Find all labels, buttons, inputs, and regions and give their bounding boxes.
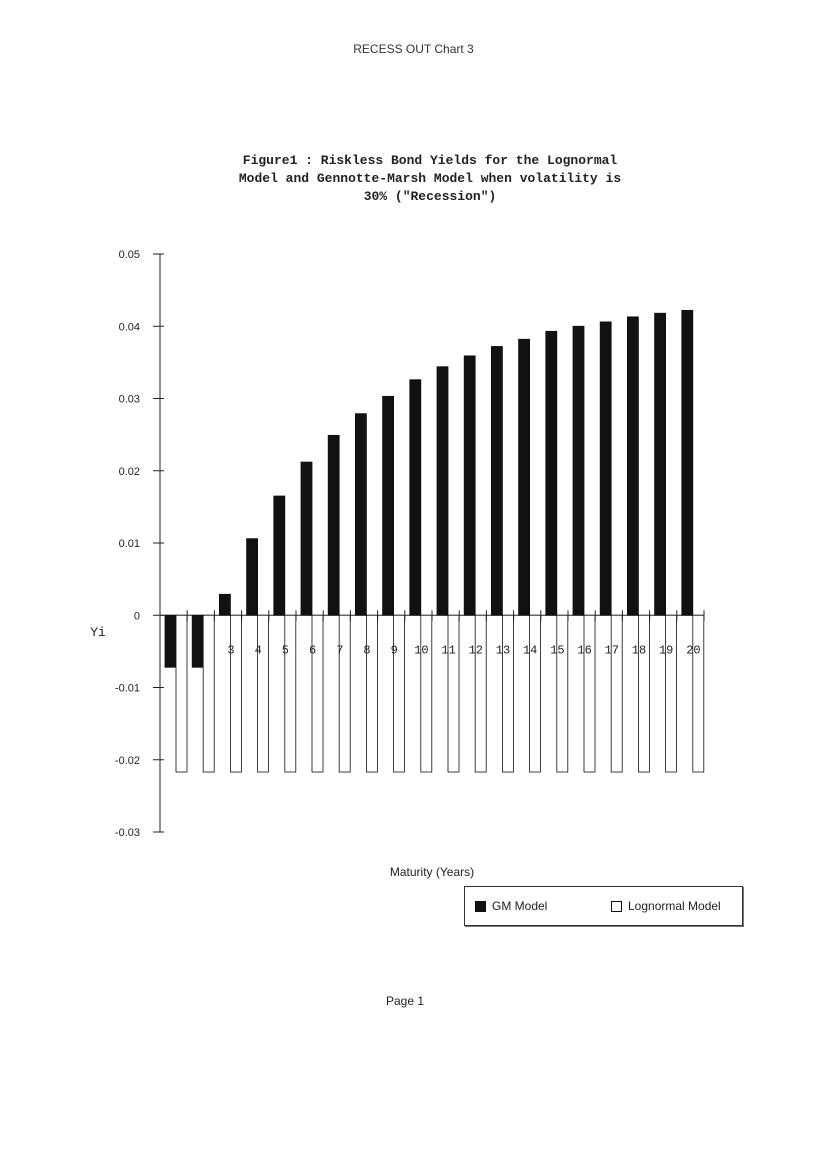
bar-lognormal-model [394, 615, 405, 772]
x-tick-label: 17 [604, 643, 620, 658]
bar-lognormal-model [557, 615, 568, 772]
bar-gm-model [655, 313, 666, 615]
legend-item-gm-model [475, 899, 547, 913]
bar-gm-model [519, 339, 530, 615]
bar-lognormal-model [611, 615, 622, 772]
x-tick-label: 10 [414, 643, 429, 658]
bar-lognormal-model [285, 615, 296, 772]
x-tick-label: 19 [658, 643, 674, 658]
x-tick-label: 5 [281, 643, 290, 658]
legend-item-lognormal-model [611, 899, 721, 913]
bar-gm-model [600, 322, 611, 615]
x-tick-label: 7 [336, 643, 344, 658]
y-tick-label: 0 [133, 610, 140, 623]
y-tick-label: 0.04 [118, 321, 140, 334]
legend-swatch-dark-icon [475, 901, 486, 912]
legend-swatch-light-icon [611, 901, 622, 912]
bar-lognormal-model [584, 615, 595, 772]
x-tick-label: 14 [522, 643, 538, 658]
bar-lognormal-model [421, 615, 432, 772]
chart-title-line-3: 30% ("Recession") [363, 189, 497, 204]
y-tick-label: -0.02 [114, 754, 140, 767]
bar-lognormal-model [638, 615, 649, 772]
y-tick-label: -0.01 [114, 682, 140, 695]
bar-lognormal-model [502, 615, 513, 772]
bar-lognormal-model [530, 615, 541, 772]
bar-gm-model [627, 317, 638, 615]
bar-gm-model [410, 380, 421, 616]
x-tick-label: 8 [363, 643, 371, 658]
bar-gm-model [491, 346, 502, 615]
bar-gm-model [192, 615, 203, 667]
y-tick-label: 0.05 [118, 249, 140, 261]
x-tick-label: 13 [495, 643, 511, 658]
x-tick-label: 18 [631, 643, 647, 658]
x-tick-label: 12 [468, 643, 484, 658]
bar-gm-model [437, 367, 448, 616]
bar-gm-model [165, 615, 176, 667]
chart-legend [464, 886, 743, 926]
bar-lognormal-model [176, 615, 187, 772]
x-tick-label: 9 [390, 643, 398, 658]
y-axis-label: Yi [90, 625, 106, 640]
chart-title-line-1: Figure1 : Riskless Bond Yields for the Lognormal [242, 153, 618, 168]
x-tick-label: 6 [308, 643, 317, 658]
x-tick-label: 3 [227, 643, 235, 658]
y-tick-label: 0.01 [118, 538, 140, 550]
bar-gm-model [355, 414, 366, 616]
page-footer: Page 1 [385, 994, 425, 1008]
x-axis-label: Maturity (Years) [389, 865, 475, 879]
bar-gm-model [301, 462, 312, 615]
page-header: RECESS OUT Chart 3 [353, 42, 474, 56]
bar-gm-model [328, 435, 339, 615]
chart-title-line-2: Model and Gennotte-Marsh Model when volatility is [238, 171, 622, 186]
y-tick-label: -0.03 [114, 827, 140, 839]
x-tick-label: 16 [577, 643, 592, 658]
bar-gm-model [383, 396, 394, 615]
chart-bars [165, 310, 704, 772]
bar-lognormal-model [366, 615, 377, 772]
bar-lognormal-model [312, 615, 323, 772]
x-tick-label: 15 [550, 643, 565, 658]
bar-lognormal-model [666, 615, 677, 772]
bar-gm-model [546, 331, 557, 615]
y-tick-label: 0.02 [118, 465, 140, 478]
bar-gm-model [573, 326, 584, 615]
bar-gm-model [219, 594, 230, 615]
bar-lognormal-model [693, 615, 704, 772]
bar-lognormal-model [475, 615, 486, 772]
bar-lognormal-model [339, 615, 350, 772]
bar-lognormal-model [230, 615, 241, 772]
legend-label-gm-model: GM Model [492, 899, 548, 913]
bar-lognormal-model [258, 615, 269, 772]
bar-gm-model [682, 310, 693, 615]
x-tick-label: 20 [686, 643, 701, 658]
legend-label-lognormal-model: Lognormal Model [628, 899, 721, 913]
y-tick-label: 0.03 [118, 393, 140, 406]
x-tick-label: 4 [254, 643, 262, 658]
bar-lognormal-model [448, 615, 459, 772]
bar-lognormal-model [203, 615, 214, 772]
bar-gm-model [247, 539, 258, 616]
bar-gm-model [274, 496, 285, 615]
bar-gm-model [464, 356, 475, 615]
x-tick-label: 11 [441, 643, 456, 658]
